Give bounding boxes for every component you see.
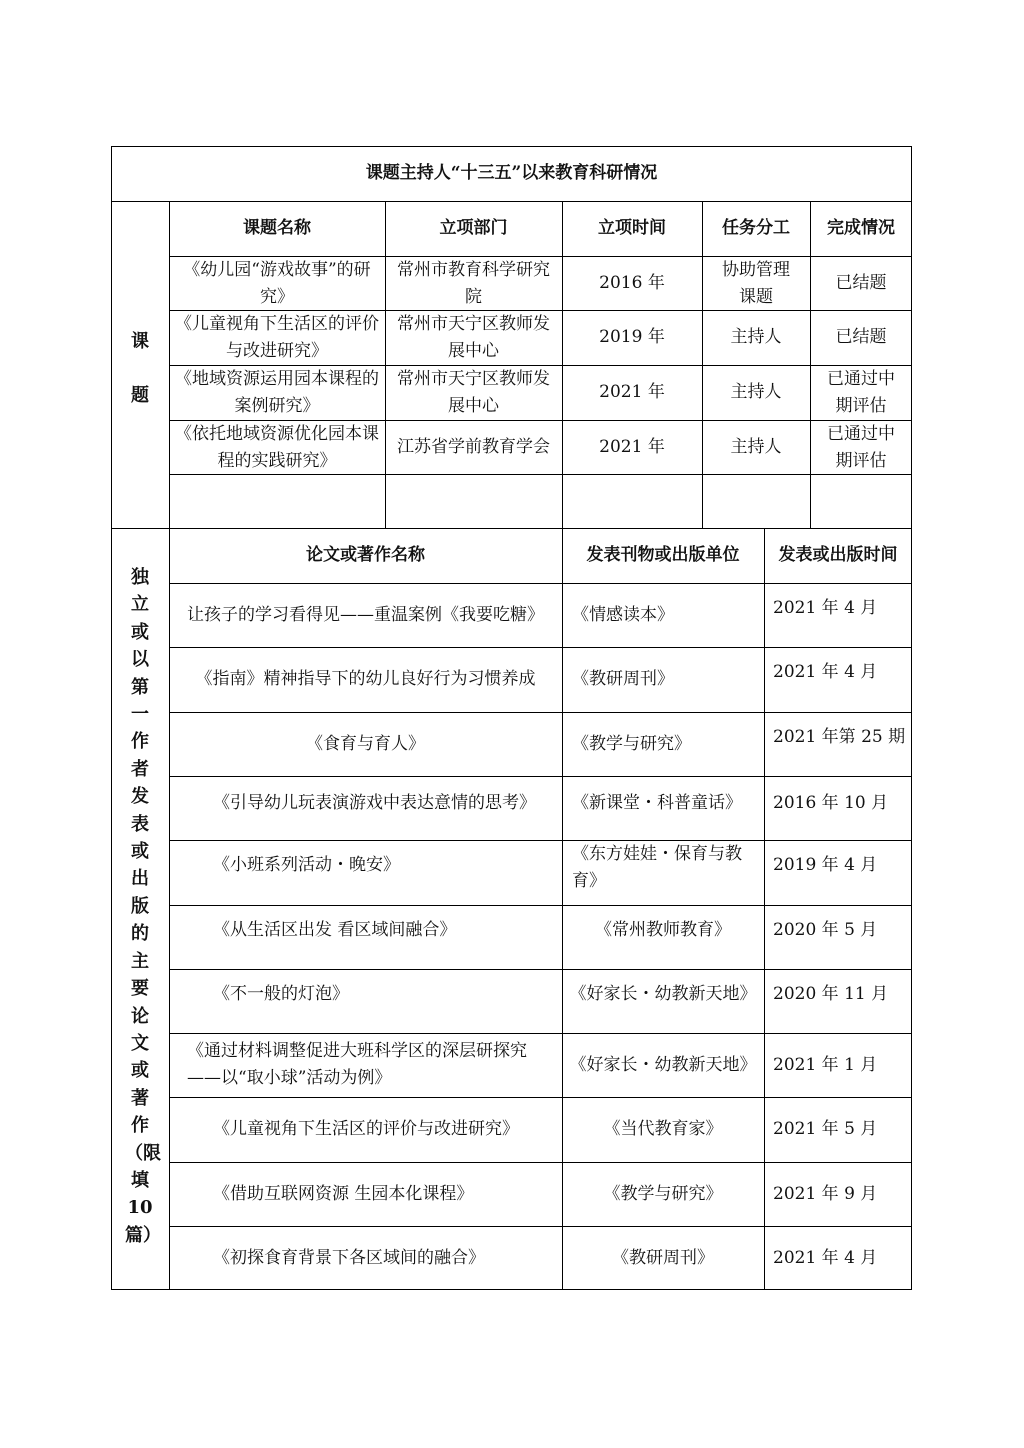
project-role: 主持人 <box>730 437 782 457</box>
project-role: 主持人 <box>730 382 782 402</box>
project-status: 已通过中期评估 <box>827 423 895 471</box>
paper-publisher: 《当代教育家》 <box>603 1118 723 1139</box>
project-date <box>562 474 702 529</box>
project-date: 2021 年 <box>599 382 665 402</box>
project-department: 常州市天宁区教师发展中心 <box>397 368 550 416</box>
paper-date: 2020 年 11 月 <box>773 984 889 1004</box>
paper-date: 2021 年 4 月 <box>773 1247 878 1268</box>
project-name <box>169 474 385 529</box>
project-status: 已结题 <box>835 327 887 347</box>
header-status: 完成情况 <box>827 218 895 238</box>
research-record-table <box>111 146 912 1290</box>
paper-date: 2016 年 10 月 <box>773 793 889 813</box>
project-name: 《儿童视角下生活区的评价与改进研究》 <box>175 313 379 361</box>
project-date: 2021 年 <box>599 437 665 457</box>
paper-title: 《引导幼儿玩表演游戏中表达意情的思考》 <box>213 793 536 813</box>
project-status: 已通过中期评估 <box>827 368 895 416</box>
project-department: 常州市教育科学研究院 <box>397 259 550 307</box>
project-role <box>702 474 810 529</box>
header-paper-title: 论文或著作名称 <box>306 545 425 565</box>
paper-publisher: 《教学与研究》 <box>572 733 691 754</box>
project-role: 主持人 <box>730 327 782 347</box>
paper-publisher: 《好家长・幼教新天地》 <box>569 984 757 1004</box>
project-department: 常州市天宁区教师发展中心 <box>397 313 550 361</box>
paper-title: 《初探食育背景下各区域间的融合》 <box>213 1247 485 1268</box>
paper-date: 2021 年 9 月 <box>773 1183 878 1204</box>
header-publish-date: 发表或出版时间 <box>778 545 898 565</box>
project-name: 《依托地域资源优化园本课程的实践研究》 <box>175 423 379 471</box>
project-name: 《幼儿园“游戏故事”的研究》 <box>183 259 371 307</box>
paper-date: 2021 年 5 月 <box>773 1118 878 1139</box>
header-project-name: 课题名称 <box>243 218 311 238</box>
paper-publisher: 《教研周刊》 <box>572 668 674 689</box>
project-status: 已结题 <box>835 273 887 293</box>
paper-title: 《儿童视角下生活区的评价与改进研究》 <box>213 1118 519 1139</box>
paper-date: 2021 年 4 月 <box>773 662 878 682</box>
header-role: 任务分工 <box>722 218 790 238</box>
paper-title: 让孩子的学习看得见——重温案例《我要吃糖》 <box>187 604 544 625</box>
paper-date: 2021 年第 25 期 <box>773 727 906 747</box>
header-publisher: 发表刊物或出版单位 <box>586 545 740 565</box>
paper-title: 《不一般的灯泡》 <box>213 984 349 1004</box>
paper-title: 《通过材料调整促进大班科学区的深层研探究——以“取小球”活动为例》 <box>187 1041 527 1088</box>
projects-side-label: 课 题 <box>131 331 149 406</box>
paper-publisher: 《教学与研究》 <box>603 1183 723 1204</box>
paper-publisher: 《好家长・幼教新天地》 <box>569 1054 757 1075</box>
project-department: 江苏省学前教育学会 <box>397 437 550 457</box>
project-role: 协助管理课题 <box>722 259 790 307</box>
header-date: 立项时间 <box>598 218 666 238</box>
paper-publisher: 《教研周刊》 <box>612 1247 714 1268</box>
project-status <box>810 474 912 529</box>
table-title: 课题主持人“十三五”以来教育科研情况 <box>365 163 658 183</box>
paper-title: 《食育与育人》 <box>306 733 425 754</box>
project-date: 2016 年 <box>599 273 665 293</box>
project-name: 《地域资源运用园本课程的案例研究》 <box>175 368 379 416</box>
paper-title: 《从生活区出发 看区域间融合》 <box>213 920 457 940</box>
paper-publisher: 《东方娃娃・保育与教育》 <box>572 844 742 891</box>
paper-date: 2021 年 1 月 <box>773 1054 878 1075</box>
papers-side-label: 独立或以第一作者发表或出版的主要论文或著作（限填10篇） <box>125 567 161 1246</box>
paper-date: 2020 年 5 月 <box>773 920 878 940</box>
paper-title: 《小班系列活动・晚安》 <box>213 855 400 875</box>
paper-publisher: 《情感读本》 <box>572 604 674 625</box>
project-department <box>385 474 562 529</box>
paper-publisher: 《常州教师教育》 <box>595 920 731 940</box>
paper-title: 《借助互联网资源 生园本化课程》 <box>213 1183 474 1204</box>
paper-date: 2021 年 4 月 <box>773 598 878 618</box>
paper-publisher: 《新课堂・科普童话》 <box>572 793 742 813</box>
paper-date: 2019 年 4 月 <box>773 855 878 875</box>
header-department: 立项部门 <box>439 218 508 238</box>
project-date: 2019 年 <box>599 327 665 347</box>
paper-title: 《指南》精神指导下的幼儿良好行为习惯养成 <box>195 668 536 689</box>
